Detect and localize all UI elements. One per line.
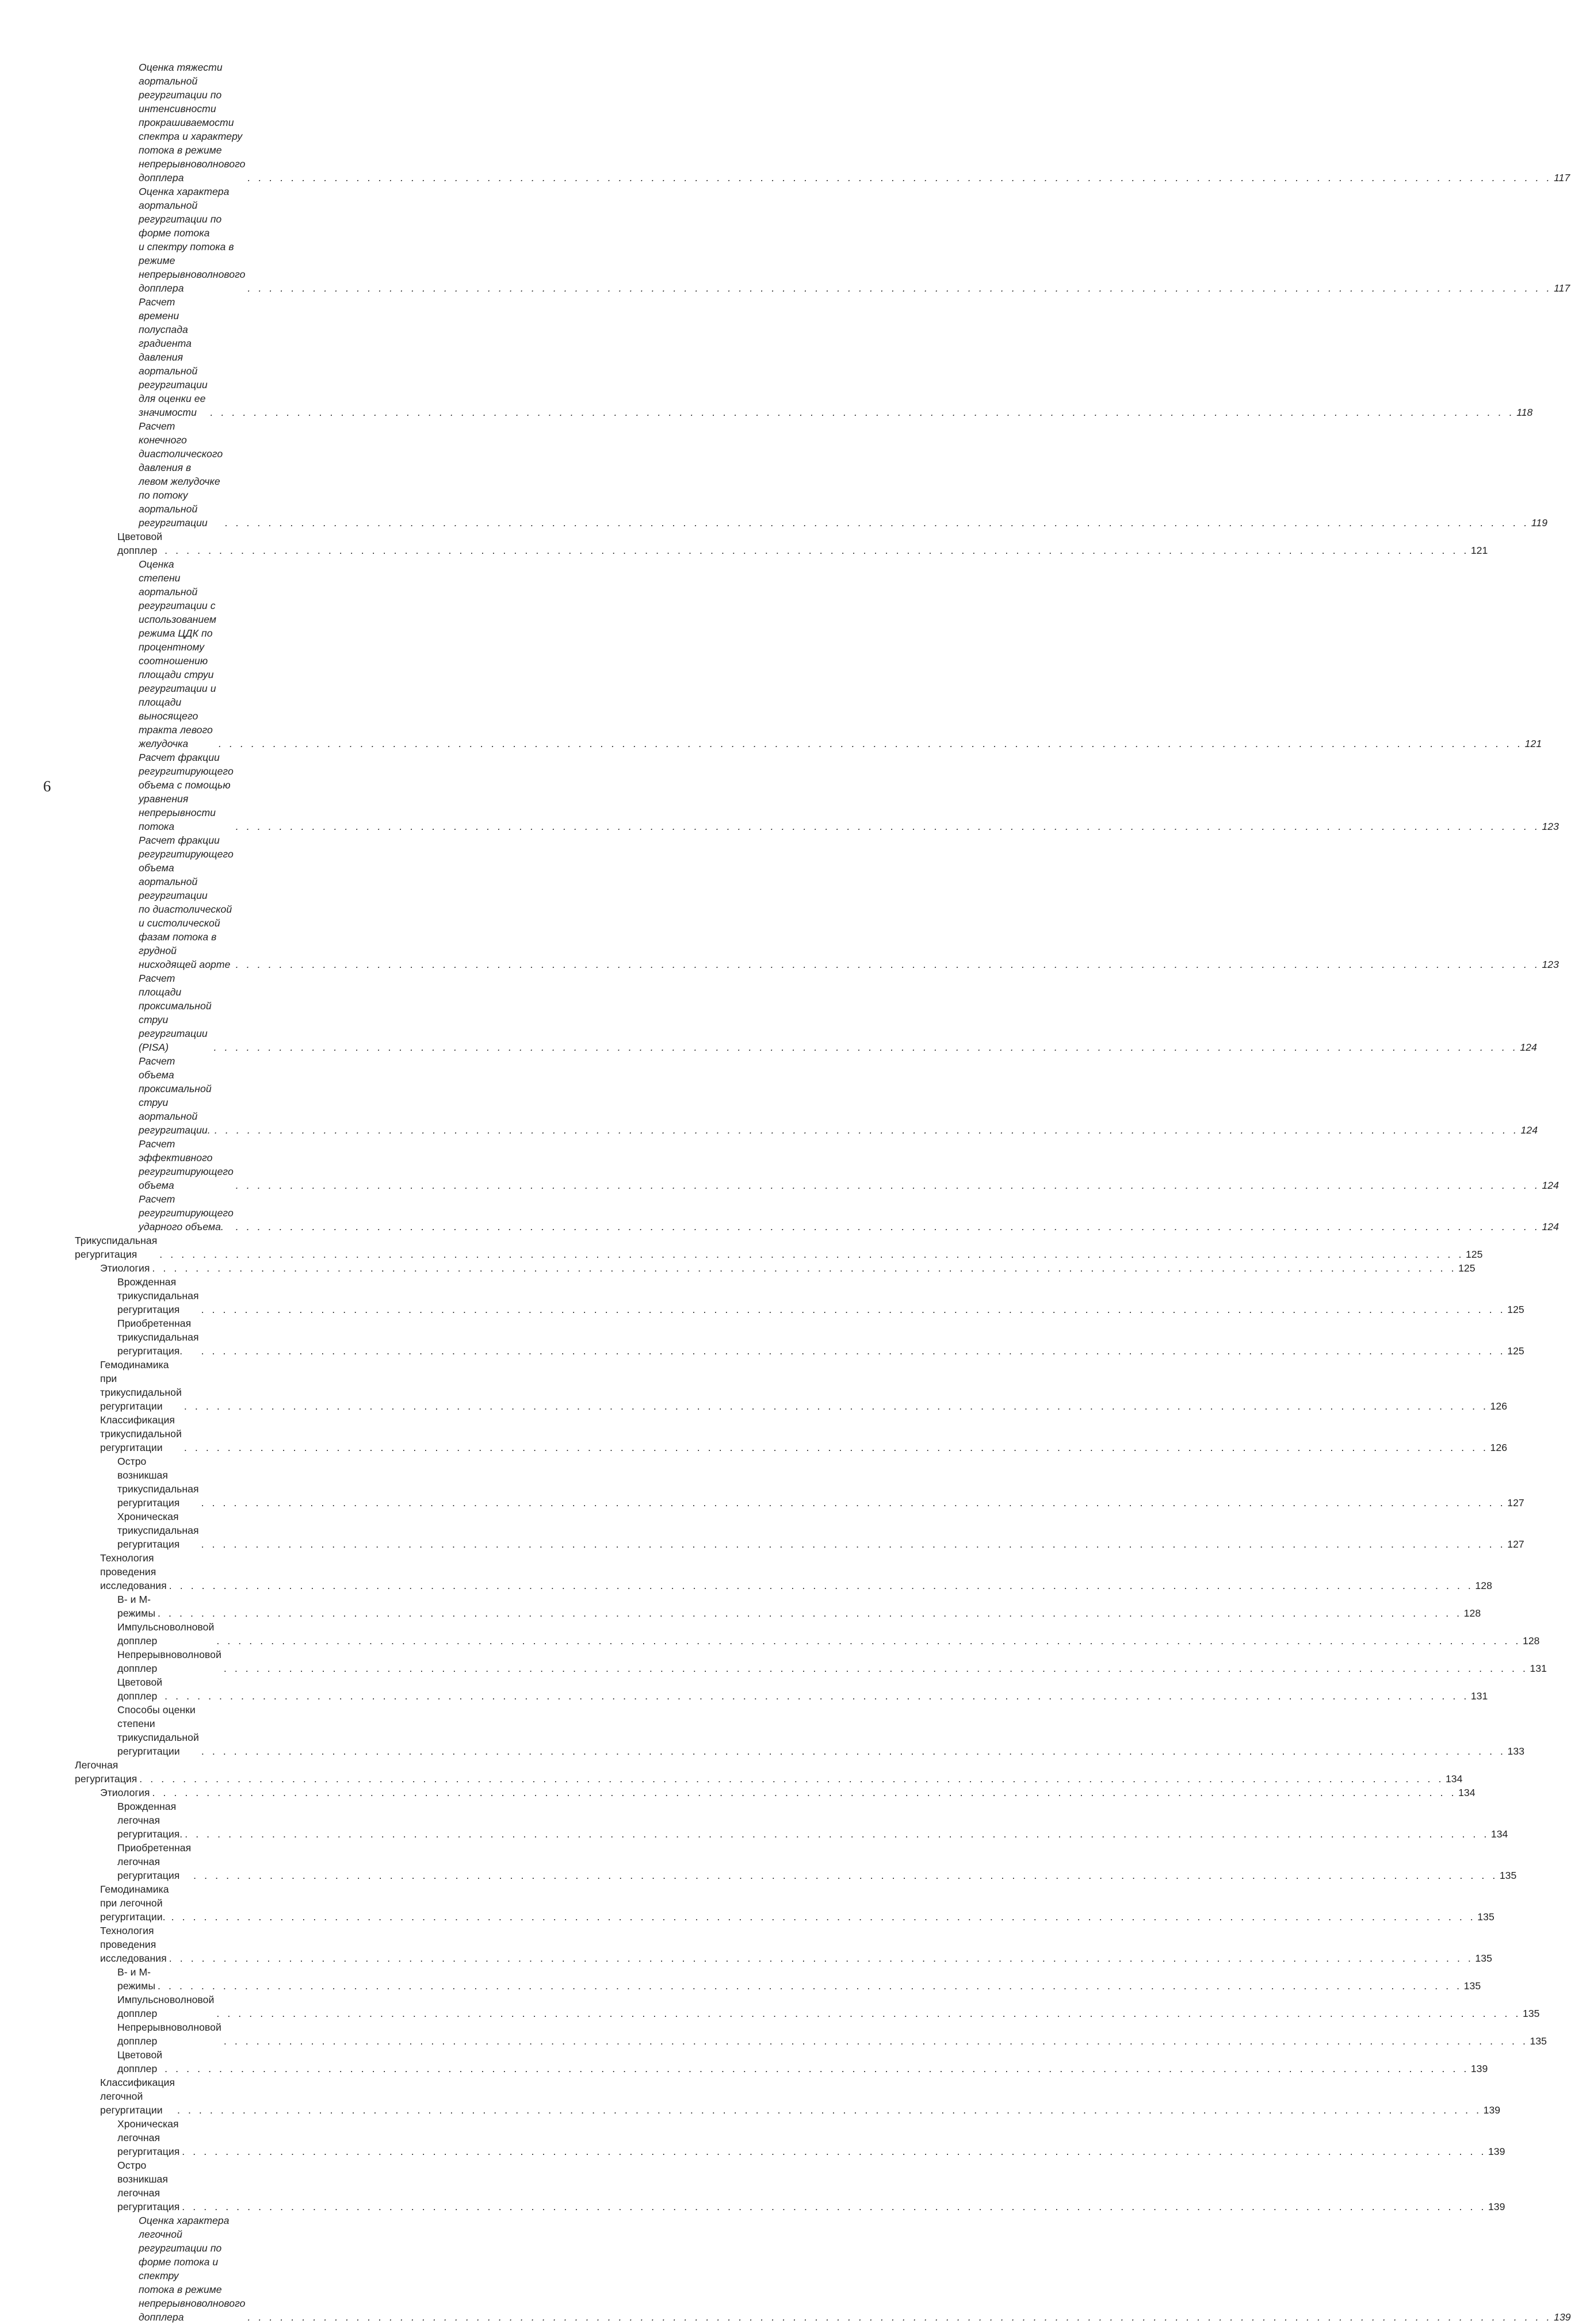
- toc-page-number: 123: [1542, 821, 1559, 832]
- toc-entry-title: [117, 1703, 199, 1758]
- toc-entry-title: [117, 2117, 179, 2158]
- toc-leader-dots: . . . . . . . . . . . . . . . . . . . . . . . . . . . . . . . . . . . . . . . . . . . . . . . . . . . . . . . . . . . . . . . . . . . . . . . . . . . . . . . . . . . . . . . . . . . . . . . . . . . . . . . . . . . . . . . . . . . . . . . .: [216, 2008, 1521, 2019]
- toc-page-number: 125: [1507, 1345, 1524, 1357]
- toc-entry-line: Технология проведения исследования: [100, 1552, 167, 1591]
- toc-leader-dots: . . . . . . . . . . . . . . . . . . . . . . . . . . . . . . . . . . . . . . . . . . . . . . . . . . . . . . . . . . . . . . . . . . . . . . . . . . . . . . . . . . . . . . . . . . . . . . . . . . . . . . . . . . . . . . . . . . . . . . . .: [184, 1442, 1489, 1453]
- toc-entry-line: Легочная регургитация: [75, 1759, 137, 1785]
- toc-entry-line: Приобретенная легочная регургитация: [117, 1842, 192, 1881]
- toc-page-number: 134: [1490, 1828, 1508, 1840]
- toc-leader-dots: . . . . . . . . . . . . . . . . . . . . . . . . . . . . . . . . . . . . . . . . . . . . . . . . . . . . . . . . . . . . . . . . . . . . . . . . . . . . . . . . . . . . . . . . . . . . . . . . . . . . . . . . . . . . . . . . . . . . . . . .: [193, 1870, 1498, 1881]
- toc-entry-title: [139, 557, 216, 751]
- toc-entry: [75, 1316, 1524, 1358]
- toc-leader-dots: . . . . . . . . . . . . . . . . . . . . . . . . . . . . . . . . . . . . . . . . . . . . . . . . . . . . . . . . . . . . . . . . . . . . . . . . . . . . . . . . . . . . . . . . . . . . . . . . . . . . . . . . . . . . . . . . . . . . . . . .: [223, 1663, 1528, 1674]
- toc-page-number: 128: [1475, 1580, 1492, 1591]
- toc-page-number: 135: [1475, 1952, 1492, 1964]
- toc-leader-dots: . . . . . . . . . . . . . . . . . . . . . . . . . . . . . . . . . . . . . . . . . . . . . . . . . . . . . . . . . . . . . . . . . . . . . . . . . . . . . . . . . . . . . . . . . . . . . . . . . . . . . . . . . . . . . . . . . . . . . . . .: [152, 1262, 1457, 1274]
- toc-leader-dots: . . . . . . . . . . . . . . . . . . . . . . . . . . . . . . . . . . . . . . . . . . . . . . . . . . . . . . . . . . . . . . . . . . . . . . . . . . . . . . . . . . . . . . . . . . . . . . . . . . . . . . . . . . . . . . . . . . . . . . . .: [213, 1042, 1519, 1053]
- toc-entry-title: [100, 1786, 150, 1800]
- toc-entry: [75, 1592, 1481, 1620]
- toc-entry-title: [117, 1648, 221, 1675]
- toc-entry-line: по диастолической и систолической фазам потока в грудной: [139, 903, 232, 956]
- toc-entry-line: Оценка тяжести аортальной регургитации по интенсивности: [139, 62, 223, 114]
- toc-entry-title: [75, 1758, 137, 1786]
- toc-leader-dots: . . . . . . . . . . . . . . . . . . . . . . . . . . . . . . . . . . . . . . . . . . . . . . . . . . . . . . . . . . . . . . . . . . . . . . . . . . . . . . . . . . . . . . . . . . . . . . . . . . . . . . . . . . . . . . . . . . . . . . . .: [216, 1635, 1521, 1647]
- toc-page-number: 135: [1499, 1870, 1517, 1881]
- toc-entry-line: Этиология: [100, 1787, 150, 1798]
- toc-entry: [75, 1841, 1517, 1882]
- toc-entry-title: [139, 971, 212, 1054]
- toc-entry-title: [117, 1675, 162, 1703]
- toc-entry: [75, 557, 1542, 751]
- toc-entry: [75, 1800, 1508, 1841]
- toc-entry: [75, 751, 1559, 833]
- toc-page-number: 139: [1554, 2311, 1571, 2323]
- toc-entry-title: [117, 1592, 155, 1620]
- toc-leader-dots: . . . . . . . . . . . . . . . . . . . . . . . . . . . . . . . . . . . . . . . . . . . . . . . . . . . . . . . . . . . . . . . . . . . . . . . . . . . . . . . . . . . . . . . . . . . . . . . . . . . . . . . . . . . . . . . . . . . . . . . .: [171, 1911, 1476, 1923]
- toc-leader-dots: . . . . . . . . . . . . . . . . . . . . . . . . . . . . . . . . . . . . . . . . . . . . . . . . . . . . . . . . . . . . . . . . . . . . . . . . . . . . . . . . . . . . . . . . . . . . . . . . . . . . . . . . . . . . . . . . . . . . . . . .: [182, 2146, 1486, 2157]
- toc-leader-dots: . . . . . . . . . . . . . . . . . . . . . . . . . . . . . . . . . . . . . . . . . . . . . . . . . . . . . . . . . . . . . . . . . . . . . . . . . . . . . . . . . . . . . . . . . . . . . . . . . . . . . . . . . . . . . . . . . . . . . . . .: [223, 2035, 1528, 2047]
- toc-entry-line: Расчет фракции регургитирующего объема аортальной регургитации: [139, 834, 234, 901]
- toc-leader-dots: . . . . . . . . . . . . . . . . . . . . . . . . . . . . . . . . . . . . . . . . . . . . . . . . . . . . . . . . . . . . . . . . . . . . . . . . . . . . . . . . . . . . . . . . . . . . . . . . . . . . . . . . . . . . . . . . . . . . . . . .: [235, 1180, 1541, 1191]
- toc-entry-title: [117, 1965, 155, 1993]
- toc-entry-line: Расчет эффективного регургитирующего объема: [139, 1138, 234, 1191]
- toc-entry: [75, 2076, 1501, 2117]
- toc-page-number: 135: [1463, 1980, 1481, 1992]
- toc-entry-line: Расчет объема проксимальной струи аортальной регургитации.: [139, 1055, 212, 1136]
- toc-entry-line: Расчет площади проксимальной струи регургитации (PISA): [139, 973, 212, 1053]
- toc-leader-dots: . . . . . . . . . . . . . . . . . . . . . . . . . . . . . . . . . . . . . . . . . . . . . . . . . . . . . . . . . . . . . . . . . . . . . . . . . . . . . . . . . . . . . . . . . . . . . . . . . . . . . . . . . . . . . . . . . . . . . . . .: [165, 2063, 1469, 2074]
- toc-entry-line: по потоку аортальной регургитации: [139, 489, 208, 529]
- table-of-contents: [75, 60, 1571, 2324]
- toc-entry-title: [117, 2020, 221, 2048]
- toc-entry: [75, 2048, 1488, 2076]
- toc-entry: [75, 1786, 1476, 1800]
- toc-entry-title: [117, 1510, 199, 1551]
- toc-leader-dots: . . . . . . . . . . . . . . . . . . . . . . . . . . . . . . . . . . . . . . . . . . . . . . . . . . . . . . . . . . . . . . . . . . . . . . . . . . . . . . . . . . . . . . . . . . . . . . . . . . . . . . . . . . . . . . . . . . . . . . . .: [165, 1690, 1469, 1702]
- toc-entry: [75, 185, 1570, 295]
- toc-entry: [75, 1648, 1547, 1675]
- toc-entry-line: Непрерывноволновой допплер: [117, 2021, 221, 2047]
- toc-entry-line: Хроническая трикуспидальная регургитация: [117, 1511, 199, 1550]
- toc-page-number: 139: [1470, 2063, 1488, 2074]
- toc-entry-title: [117, 1800, 182, 1841]
- toc-page-number: 125: [1465, 1249, 1483, 1260]
- toc-entry-title: [117, 2048, 162, 2076]
- toc-page-number: 123: [1542, 959, 1559, 970]
- toc-entry-line: Остро возникшая легочная регургитация: [117, 2160, 180, 2212]
- toc-entry: [75, 2158, 1505, 2214]
- toc-entry-line: Оценка характера аортальной регургитации по форме потока: [139, 186, 230, 239]
- toc-entry: [75, 530, 1488, 557]
- toc-entry-line: Импульсноволновой допплер: [117, 1994, 215, 2019]
- toc-entry-title: [75, 1234, 157, 1261]
- toc-page-number: 134: [1458, 1787, 1476, 1798]
- toc-entry: [75, 1054, 1538, 1137]
- toc-entry-title: [100, 2076, 175, 2117]
- toc-leader-dots: . . . . . . . . . . . . . . . . . . . . . . . . . . . . . . . . . . . . . . . . . . . . . . . . . . . . . . . . . . . . . . . . . . . . . . . . . . . . . . . . . . . . . . . . . . . . . . . . . . . . . . . . . . . . . . . . . . . . . . . .: [184, 1400, 1489, 1412]
- toc-entry: [75, 1675, 1488, 1703]
- toc-entry: [75, 1882, 1494, 1924]
- toc-page-number: 135: [1523, 2008, 1540, 2019]
- toc-leader-dots: . . . . . . . . . . . . . . . . . . . . . . . . . . . . . . . . . . . . . . . . . . . . . . . . . . . . . . . . . . . . . . . . . . . . . . . . . . . . . . . . . . . . . . . . . . . . . . . . . . . . . . . . . . . . . . . . . . . . . . . .: [247, 172, 1553, 183]
- toc-page-number: 118: [1516, 407, 1533, 418]
- toc-leader-dots: . . . . . . . . . . . . . . . . . . . . . . . . . . . . . . . . . . . . . . . . . . . . . . . . . . . . . . . . . . . . . . . . . . . . . . . . . . . . . . . . . . . . . . . . . . . . . . . . . . . . . . . . . . . . . . . . . . . . . . . .: [201, 1497, 1506, 1509]
- toc-page-number: 121: [1470, 545, 1488, 556]
- toc-page-number: 126: [1490, 1400, 1508, 1412]
- toc-entry-title: [139, 1192, 234, 1234]
- toc-entry: [75, 1358, 1508, 1413]
- toc-entry: [75, 1551, 1492, 1592]
- toc-entry: [75, 1261, 1476, 1275]
- toc-page-number: 135: [1477, 1911, 1494, 1923]
- toc-page-number: 127: [1507, 1538, 1524, 1550]
- toc-leader-dots: . . . . . . . . . . . . . . . . . . . . . . . . . . . . . . . . . . . . . . . . . . . . . . . . . . . . . . . . . . . . . . . . . . . . . . . . . . . . . . . . . . . . . . . . . . . . . . . . . . . . . . . . . . . . . . . . . . . . . . . .: [201, 1345, 1506, 1357]
- toc-entry-line: Импульсноволновой допплер: [117, 1621, 215, 1647]
- toc-entry-line: регургитации и площади выносящего тракта левого желудочка: [139, 683, 216, 749]
- toc-leader-dots: . . . . . . . . . . . . . . . . . . . . . . . . . . . . . . . . . . . . . . . . . . . . . . . . . . . . . . . . . . . . . . . . . . . . . . . . . . . . . . . . . . . . . . . . . . . . . . . . . . . . . . . . . . . . . . . . . . . . . . . .: [235, 959, 1541, 970]
- toc-entry-line: Врожденная трикуспидальная регургитация: [117, 1276, 199, 1315]
- toc-leader-dots: . . . . . . . . . . . . . . . . . . . . . . . . . . . . . . . . . . . . . . . . . . . . . . . . . . . . . . . . . . . . . . . . . . . . . . . . . . . . . . . . . . . . . . . . . . . . . . . . . . . . . . . . . . . . . . . . . . . . . . . .: [169, 1580, 1474, 1591]
- toc-entry-line: регургитации для оценки ее значимости: [139, 379, 208, 418]
- toc-page-number: 139: [1483, 2104, 1501, 2116]
- toc-entry-line: непрерывноволнового допплера: [139, 158, 246, 183]
- toc-entry-title: [139, 1137, 234, 1192]
- toc-entry-line: Способы оценки степени трикуспидальной регургитации: [117, 1704, 199, 1757]
- toc-entry-line: нисходящей аорте: [139, 959, 231, 970]
- toc-page-number: 127: [1507, 1497, 1524, 1509]
- toc-page-number: 131: [1530, 1663, 1547, 1674]
- toc-page-number: 134: [1445, 1773, 1463, 1785]
- toc-page-number: 121: [1524, 738, 1542, 749]
- toc-entry-title: [139, 2214, 245, 2324]
- toc-page-number: 125: [1507, 1304, 1524, 1315]
- toc-page-number: 124: [1542, 1180, 1559, 1191]
- toc-leader-dots: . . . . . . . . . . . . . . . . . . . . . . . . . . . . . . . . . . . . . . . . . . . . . . . . . . . . . . . . . . . . . . . . . . . . . . . . . . . . . . . . . . . . . . . . . . . . . . . . . . . . . . . . . . . . . . . . . . . . . . . .: [177, 2104, 1482, 2116]
- toc-entry-title: [139, 751, 234, 833]
- toc-entry-title: [100, 1882, 169, 1924]
- toc-leader-dots: . . . . . . . . . . . . . . . . . . . . . . . . . . . . . . . . . . . . . . . . . . . . . . . . . . . . . . . . . . . . . . . . . . . . . . . . . . . . . . . . . . . . . . . . . . . . . . . . . . . . . . . . . . . . . . . . . . . . . . . .: [201, 1745, 1506, 1757]
- toc-entry-line: Остро возникшая трикуспидальная регургитация: [117, 1456, 199, 1509]
- toc-entry-line: и спектру потока в режиме непрерывноволнового допплера: [139, 241, 246, 294]
- toc-page-number: 124: [1520, 1042, 1537, 1053]
- toc-entry: [75, 1620, 1540, 1648]
- toc-page-number: 124: [1520, 1124, 1538, 1136]
- toc-page-number: 124: [1542, 1221, 1559, 1232]
- toc-entry-title: [117, 1316, 199, 1358]
- toc-entry: [75, 1234, 1483, 1261]
- toc-entry-line: Этиология: [100, 1262, 150, 1274]
- toc-entry-line: Цветовой допплер: [117, 2049, 163, 2074]
- toc-page-number: 139: [1488, 2146, 1505, 2157]
- toc-leader-dots: . . . . . . . . . . . . . . . . . . . . . . . . . . . . . . . . . . . . . . . . . . . . . . . . . . . . . . . . . . . . . . . . . . . . . . . . . . . . . . . . . . . . . . . . . . . . . . . . . . . . . . . . . . . . . . . . . . . . . . . .: [247, 282, 1553, 294]
- toc-entry-line: Гемодинамика при легочной регургитации.: [100, 1883, 169, 1923]
- toc-entry-title: [117, 1993, 214, 2020]
- toc-page-number: 128: [1523, 1635, 1540, 1647]
- toc-entry-title: [139, 833, 234, 971]
- toc-leader-dots: . . . . . . . . . . . . . . . . . . . . . . . . . . . . . . . . . . . . . . . . . . . . . . . . . . . . . . . . . . . . . . . . . . . . . . . . . . . . . . . . . . . . . . . . . . . . . . . . . . . . . . . . . . . . . . . . . . . . . . . .: [182, 2201, 1486, 2212]
- page-number: 6: [43, 778, 51, 795]
- toc-entry-line: режима ЦДК по процентному соотношению площади струи: [139, 627, 214, 680]
- toc-entry: [75, 1454, 1524, 1510]
- toc-entry-line: Оценка характера легочной регургитации по форме потока и спектру: [139, 2215, 230, 2281]
- toc-entry-line: Классификация легочной регургитации: [100, 2077, 175, 2116]
- toc-entry: [75, 2117, 1505, 2158]
- toc-entry-title: [100, 1358, 182, 1413]
- toc-entry: [75, 1137, 1559, 1192]
- toc-entry-line: Расчет времени полуспада градиента давления аортальной: [139, 296, 198, 377]
- toc-entry: [75, 1758, 1463, 1786]
- toc-entry-title: [139, 60, 245, 185]
- toc-leader-dots: . . . . . . . . . . . . . . . . . . . . . . . . . . . . . . . . . . . . . . . . . . . . . . . . . . . . . . . . . . . . . . . . . . . . . . . . . . . . . . . . . . . . . . . . . . . . . . . . . . . . . . . . . . . . . . . . . . . . . . . .: [165, 545, 1469, 556]
- toc-entry-title: [139, 1054, 212, 1137]
- toc-leader-dots: . . . . . . . . . . . . . . . . . . . . . . . . . . . . . . . . . . . . . . . . . . . . . . . . . . . . . . . . . . . . . . . . . . . . . . . . . . . . . . . . . . . . . . . . . . . . . . . . . . . . . . . . . . . . . . . . . . . . . . . .: [214, 1124, 1519, 1136]
- toc-entry-line: Расчет конечного диастолического давления в левом желудочке: [139, 420, 223, 487]
- toc-entry: [75, 2020, 1547, 2048]
- toc-entry-line: Непрерывноволновой допплер: [117, 1649, 221, 1674]
- toc-page-number: 125: [1458, 1262, 1476, 1274]
- toc-entry: [75, 60, 1570, 185]
- toc-entry-title: [139, 419, 223, 530]
- toc-entry-title: [117, 1841, 191, 1882]
- toc-leader-dots: . . . . . . . . . . . . . . . . . . . . . . . . . . . . . . . . . . . . . . . . . . . . . . . . . . . . . . . . . . . . . . . . . . . . . . . . . . . . . . . . . . . . . . . . . . . . . . . . . . . . . . . . . . . . . . . . . . . . . . . .: [158, 1980, 1462, 1992]
- toc-page-number: 135: [1530, 2035, 1547, 2047]
- toc-entry-line: Гемодинамика при трикуспидальной регургитации: [100, 1359, 182, 1412]
- toc-entry: [75, 295, 1533, 419]
- toc-page-number: 128: [1463, 1607, 1481, 1619]
- toc-page-number: 131: [1470, 1690, 1488, 1702]
- toc-entry: [75, 1703, 1525, 1758]
- toc-leader-dots: . . . . . . . . . . . . . . . . . . . . . . . . . . . . . . . . . . . . . . . . . . . . . . . . . . . . . . . . . . . . . . . . . . . . . . . . . . . . . . . . . . . . . . . . . . . . . . . . . . . . . . . . . . . . . . . . . . . . . . . .: [201, 1304, 1506, 1315]
- toc-entry: [75, 1965, 1481, 1993]
- toc-entry-line: В- и М-режимы: [117, 1966, 156, 1992]
- toc-leader-dots: . . . . . . . . . . . . . . . . . . . . . . . . . . . . . . . . . . . . . . . . . . . . . . . . . . . . . . . . . . . . . . . . . . . . . . . . . . . . . . . . . . . . . . . . . . . . . . . . . . . . . . . . . . . . . . . . . . . . . . . .: [235, 821, 1541, 832]
- toc-entry-title: [139, 295, 208, 419]
- toc-leader-dots: . . . . . . . . . . . . . . . . . . . . . . . . . . . . . . . . . . . . . . . . . . . . . . . . . . . . . . . . . . . . . . . . . . . . . . . . . . . . . . . . . . . . . . . . . . . . . . . . . . . . . . . . . . . . . . . . . . . . . . . .: [225, 517, 1530, 529]
- toc-entry-title: [117, 1454, 199, 1510]
- toc-entry-line: Хроническая легочная регургитация: [117, 2118, 180, 2157]
- toc-leader-dots: . . . . . . . . . . . . . . . . . . . . . . . . . . . . . . . . . . . . . . . . . . . . . . . . . . . . . . . . . . . . . . . . . . . . . . . . . . . . . . . . . . . . . . . . . . . . . . . . . . . . . . . . . . . . . . . . . . . . . . . .: [235, 1221, 1541, 1232]
- toc-entry-title: [139, 185, 245, 295]
- toc-entry-line: прокрашиваемости спектра и характеру потока в режиме: [139, 117, 243, 156]
- toc-entry-line: потока в режиме непрерывноволнового допплера: [139, 2284, 246, 2323]
- toc-entry-line: Оценка степени аортальной регургитации с использованием: [139, 558, 216, 625]
- toc-entry: [75, 1924, 1492, 1965]
- toc-entry-line: Классификация трикуспидальной регургитации: [100, 1414, 182, 1453]
- toc-entry-title: [117, 530, 162, 557]
- toc-entry-title: [100, 1261, 150, 1275]
- toc-entry-title: [117, 1620, 214, 1648]
- toc-entry: [75, 1413, 1508, 1454]
- toc-leader-dots: . . . . . . . . . . . . . . . . . . . . . . . . . . . . . . . . . . . . . . . . . . . . . . . . . . . . . . . . . . . . . . . . . . . . . . . . . . . . . . . . . . . . . . . . . . . . . . . . . . . . . . . . . . . . . . . . . . . . . . . .: [158, 1607, 1462, 1619]
- toc-leader-dots: . . . . . . . . . . . . . . . . . . . . . . . . . . . . . . . . . . . . . . . . . . . . . . . . . . . . . . . . . . . . . . . . . . . . . . . . . . . . . . . . . . . . . . . . . . . . . . . . . . . . . . . . . . . . . . . . . . . . . . . .: [247, 2311, 1553, 2323]
- toc-entry: [75, 833, 1559, 971]
- toc-page-number: 133: [1507, 1745, 1525, 1757]
- toc-leader-dots: . . . . . . . . . . . . . . . . . . . . . . . . . . . . . . . . . . . . . . . . . . . . . . . . . . . . . . . . . . . . . . . . . . . . . . . . . . . . . . . . . . . . . . . . . . . . . . . . . . . . . . . . . . . . . . . . . . . . . . . .: [185, 1828, 1489, 1840]
- toc-entry: [75, 1993, 1540, 2020]
- toc-page-number: 139: [1488, 2201, 1505, 2212]
- toc-entry-line: Цветовой допплер: [117, 531, 163, 556]
- toc-entry-line: Трикуспидальная регургитация: [75, 1235, 158, 1260]
- toc-entry: [75, 1275, 1524, 1316]
- toc-entry-line: Врожденная легочная регургитация.: [117, 1801, 183, 1840]
- toc-leader-dots: . . . . . . . . . . . . . . . . . . . . . . . . . . . . . . . . . . . . . . . . . . . . . . . . . . . . . . . . . . . . . . . . . . . . . . . . . . . . . . . . . . . . . . . . . . . . . . . . . . . . . . . . . . . . . . . . . . . . . . . .: [219, 738, 1523, 749]
- toc-entry-title: [100, 1551, 167, 1592]
- toc-page-number: 126: [1490, 1442, 1508, 1453]
- toc-leader-dots: . . . . . . . . . . . . . . . . . . . . . . . . . . . . . . . . . . . . . . . . . . . . . . . . . . . . . . . . . . . . . . . . . . . . . . . . . . . . . . . . . . . . . . . . . . . . . . . . . . . . . . . . . . . . . . . . . . . . . . . .: [159, 1249, 1464, 1260]
- toc-entry: [75, 419, 1548, 530]
- toc-entry-line: Расчет регургитирующего ударного объема.: [139, 1193, 234, 1232]
- toc-leader-dots: . . . . . . . . . . . . . . . . . . . . . . . . . . . . . . . . . . . . . . . . . . . . . . . . . . . . . . . . . . . . . . . . . . . . . . . . . . . . . . . . . . . . . . . . . . . . . . . . . . . . . . . . . . . . . . . . . . . . . . . .: [139, 1773, 1444, 1785]
- toc-entry-title: [100, 1413, 182, 1454]
- toc-entry-line: В- и М-режимы: [117, 1594, 156, 1619]
- toc-leader-dots: . . . . . . . . . . . . . . . . . . . . . . . . . . . . . . . . . . . . . . . . . . . . . . . . . . . . . . . . . . . . . . . . . . . . . . . . . . . . . . . . . . . . . . . . . . . . . . . . . . . . . . . . . . . . . . . . . . . . . . . .: [210, 407, 1515, 418]
- toc-leader-dots: . . . . . . . . . . . . . . . . . . . . . . . . . . . . . . . . . . . . . . . . . . . . . . . . . . . . . . . . . . . . . . . . . . . . . . . . . . . . . . . . . . . . . . . . . . . . . . . . . . . . . . . . . . . . . . . . . . . . . . . .: [169, 1952, 1474, 1964]
- toc-entry: [75, 1510, 1524, 1551]
- toc-entry: [75, 1192, 1559, 1234]
- toc-entry-line: Приобретенная трикуспидальная регургитация.: [117, 1318, 199, 1357]
- toc-entry-line: Расчет фракции регургитирующего объема с помощью уравнения: [139, 752, 234, 805]
- toc-entry-title: [117, 1275, 199, 1316]
- toc-page-number: 117: [1554, 282, 1570, 294]
- toc-page-number: 119: [1531, 517, 1548, 529]
- toc-leader-dots: . . . . . . . . . . . . . . . . . . . . . . . . . . . . . . . . . . . . . . . . . . . . . . . . . . . . . . . . . . . . . . . . . . . . . . . . . . . . . . . . . . . . . . . . . . . . . . . . . . . . . . . . . . . . . . . . . . . . . . . .: [152, 1787, 1457, 1798]
- toc-page-number: 117: [1554, 172, 1570, 183]
- toc-entry: [75, 2214, 1571, 2324]
- toc-entry-line: непрерывности потока: [139, 807, 216, 832]
- toc-entry-line: Технология проведения исследования: [100, 1925, 167, 1964]
- toc-leader-dots: . . . . . . . . . . . . . . . . . . . . . . . . . . . . . . . . . . . . . . . . . . . . . . . . . . . . . . . . . . . . . . . . . . . . . . . . . . . . . . . . . . . . . . . . . . . . . . . . . . . . . . . . . . . . . . . . . . . . . . . .: [201, 1538, 1506, 1550]
- toc-entry: [75, 971, 1537, 1054]
- toc-entry-title: [100, 1924, 167, 1965]
- toc-entry-title: [117, 2158, 179, 2214]
- toc-entry-line: Цветовой допплер: [117, 1676, 163, 1702]
